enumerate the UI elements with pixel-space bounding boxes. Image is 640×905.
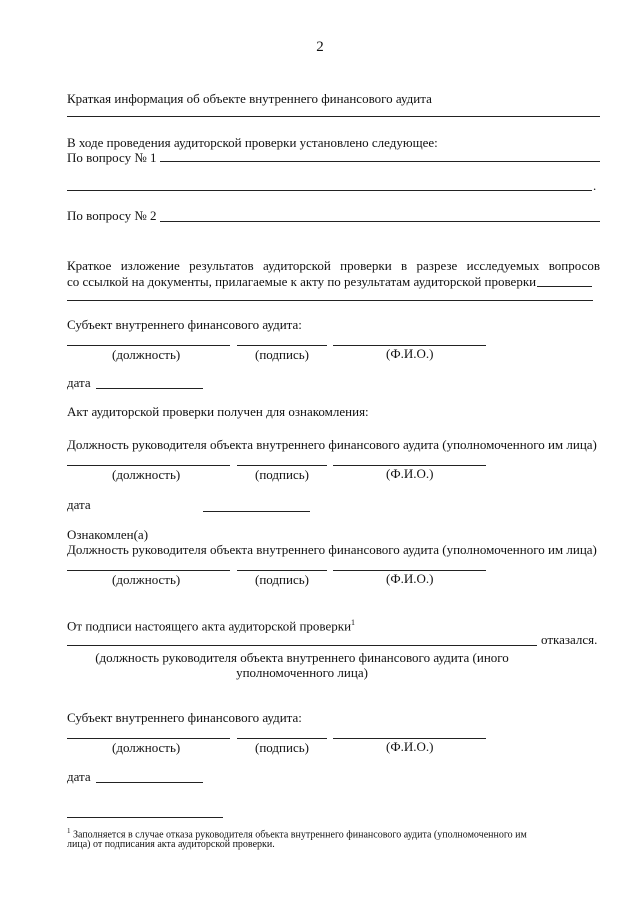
refused-word: отказался. bbox=[541, 632, 598, 647]
footnote-line2: лица) от подписания акта аудиторской проверки. bbox=[67, 839, 275, 850]
footnote-mark: 1 bbox=[67, 827, 71, 835]
footnote-separator bbox=[67, 817, 223, 818]
head-position1-label: Должность руководителя объекта внутреннего финансового аудита (уполномоченного им лица) bbox=[67, 437, 597, 452]
subject1-position-caption: (должность) bbox=[112, 347, 181, 362]
head2-signature-caption: (подпись) bbox=[255, 572, 309, 587]
summary-line[interactable] bbox=[67, 300, 593, 301]
question2-label: По вопросу № 2 bbox=[67, 208, 157, 223]
date2-label: дата bbox=[67, 497, 91, 512]
question1-label: По вопросу № 1 bbox=[67, 150, 157, 165]
refusal-footnote-mark: 1 bbox=[351, 618, 356, 627]
refusal-line[interactable] bbox=[67, 645, 537, 646]
object-info-line[interactable] bbox=[67, 116, 600, 117]
summary-inline-line[interactable] bbox=[537, 286, 592, 287]
head1-signature-line[interactable] bbox=[237, 465, 327, 466]
head2-position-caption: (должность) bbox=[112, 572, 181, 587]
object-info-label: Краткая информация об объекте внутреннего финансового аудита bbox=[67, 91, 432, 106]
subject1-label: Субъект внутреннего финансового аудита: bbox=[67, 317, 302, 332]
subject1-signature-line[interactable] bbox=[237, 345, 327, 346]
findings-intro: В ходе проведения аудиторской проверки установлено следующее: bbox=[67, 135, 438, 150]
head-position2-label: Должность руководителя объекта внутреннего финансового аудита (уполномоченного им лица) bbox=[67, 542, 597, 557]
refusal-label bbox=[67, 615, 355, 633]
date3-label: дата bbox=[67, 769, 91, 784]
head2-position-line[interactable] bbox=[67, 570, 230, 571]
subject2-fio-caption: (Ф.И.О.) bbox=[386, 739, 434, 754]
subject1-fio-caption: (Ф.И.О.) bbox=[386, 346, 434, 361]
head1-signature-caption: (подпись) bbox=[255, 467, 309, 482]
question1-line-2[interactable] bbox=[67, 190, 592, 191]
head1-position-line[interactable] bbox=[67, 465, 230, 466]
subject1-signature-caption: (подпись) bbox=[255, 347, 309, 362]
footnote-text1: Заполняется в случае отказа руководителя объекта внутреннего финансового аудита (уполномоченного им bbox=[73, 829, 527, 841]
acquainted-label: Ознакомлен(а) bbox=[67, 527, 149, 542]
page-number: 2 bbox=[316, 39, 324, 55]
subject2-label: Субъект внутреннего финансового аудита: bbox=[67, 710, 302, 725]
refusal-caption-line1: (должность руководителя объекта внутреннего финансового аудита (иного bbox=[95, 650, 509, 665]
refusal-caption-line2: уполномоченного лица) bbox=[236, 665, 368, 680]
head2-signature-line[interactable] bbox=[237, 570, 327, 571]
received-label: Акт аудиторской проверки получен для ознакомления: bbox=[67, 404, 369, 419]
subject2-position-caption: (должность) bbox=[112, 740, 181, 755]
head2-fio-caption: (Ф.И.О.) bbox=[386, 571, 434, 586]
date1-label: дата bbox=[67, 375, 91, 390]
refusal-text: От подписи настоящего акта аудиторской проверки bbox=[67, 618, 352, 634]
question1-line[interactable] bbox=[160, 161, 600, 162]
summary-text-line2: со ссылкой на документы, прилагаемые к акту по результатам аудиторской проверки bbox=[67, 274, 537, 289]
date1-line[interactable] bbox=[96, 388, 203, 389]
date2-line[interactable] bbox=[203, 511, 310, 512]
head1-fio-caption: (Ф.И.О.) bbox=[386, 466, 434, 481]
period-mark: . bbox=[593, 178, 597, 193]
head1-position-caption: (должность) bbox=[112, 467, 181, 482]
summary-text-line1: Краткое изложение результатов аудиторской проверки в разрезе исследуемых вопросов bbox=[67, 258, 600, 273]
date3-line[interactable] bbox=[96, 782, 203, 783]
question2-line[interactable] bbox=[160, 221, 600, 222]
subject1-position-line[interactable] bbox=[67, 345, 230, 346]
subject2-position-line[interactable] bbox=[67, 738, 230, 739]
subject2-signature-line[interactable] bbox=[237, 738, 327, 739]
subject2-signature-caption: (подпись) bbox=[255, 740, 309, 755]
